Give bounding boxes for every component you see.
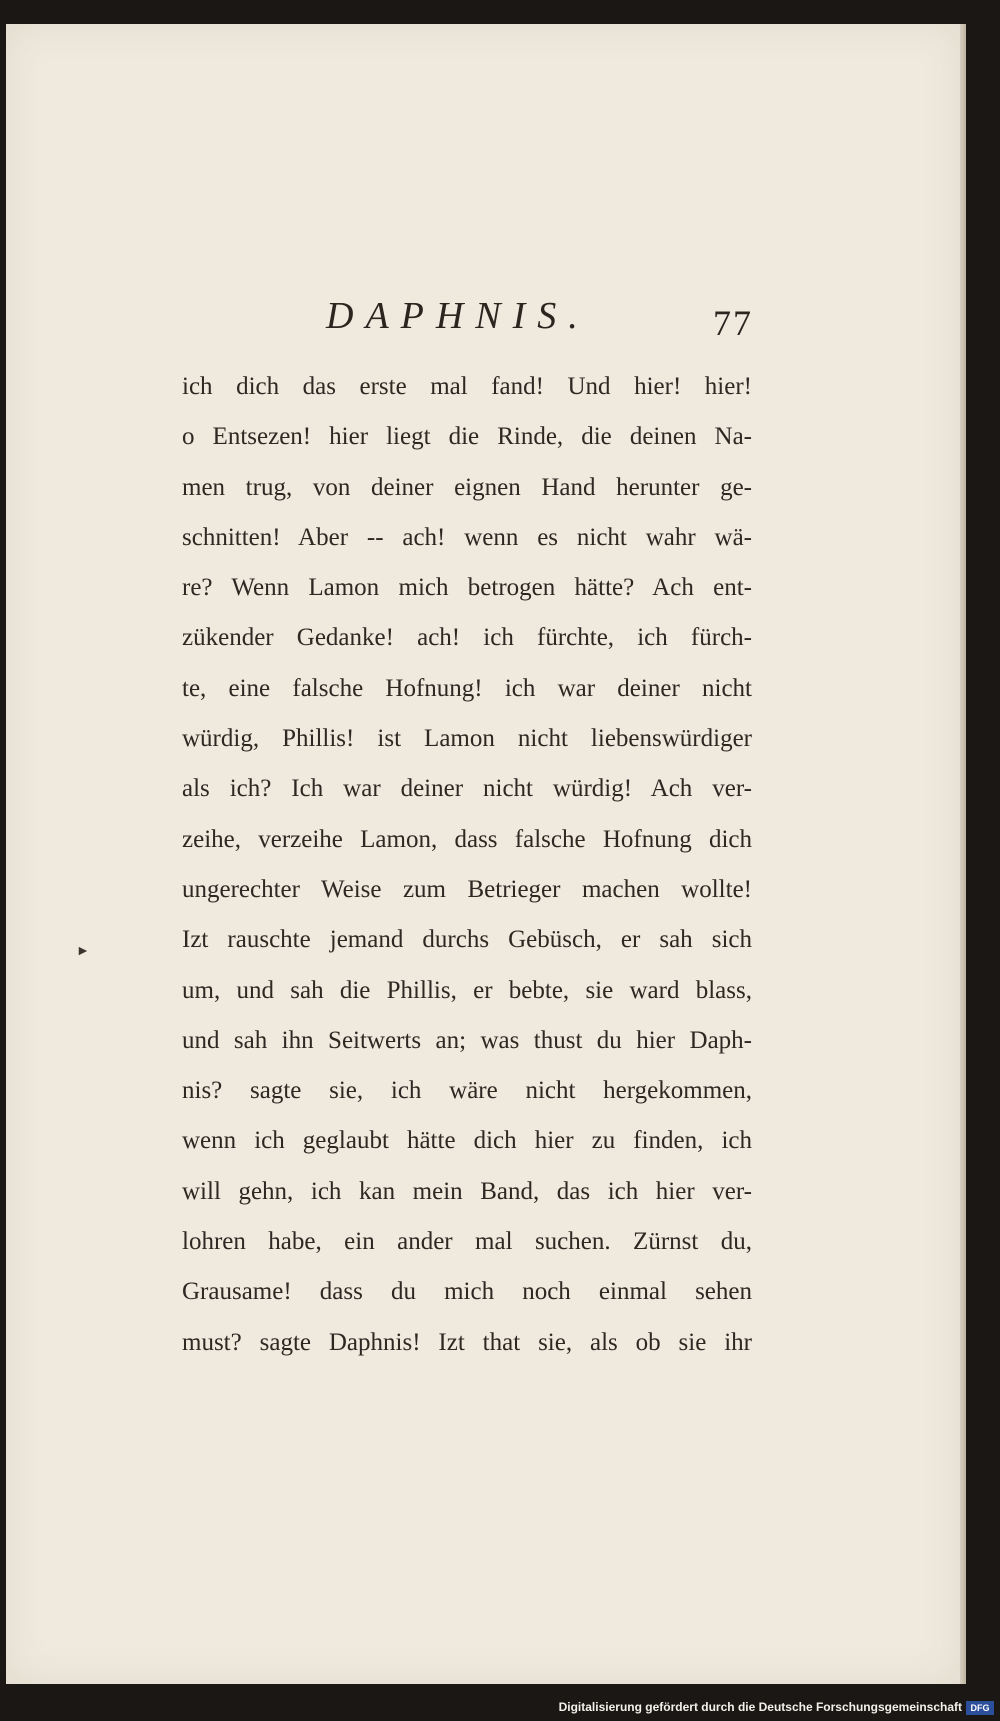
digitization-footer bbox=[0, 1698, 1000, 1721]
running-head bbox=[6, 294, 960, 354]
text-line: Grausame! dass du mich noch einmal sehen bbox=[182, 1278, 752, 1306]
text-line: um, und sah die Phillis, er bebte, sie ward blass, bbox=[182, 976, 752, 1004]
text-line: o Entsezen! hier liegt die Rinde, die deinen Na- bbox=[182, 423, 752, 451]
page-edge bbox=[960, 24, 966, 1684]
book-page bbox=[6, 24, 960, 1684]
page-number: 77 bbox=[713, 303, 753, 343]
funding-credit: Digitalisierung gefördert durch die Deutsche Forschungsgemeinschaft bbox=[558, 1700, 962, 1714]
running-head-title: DAPHNIS. bbox=[326, 295, 590, 337]
body-text bbox=[182, 362, 752, 1368]
text-line: als ich? Ich war deiner nicht würdig! Ach ver- bbox=[182, 775, 752, 803]
text-line: ungerechter Weise zum Betrieger machen wollte! bbox=[182, 875, 752, 903]
text-line: zükender Gedanke! ach! ich fürchte, ich fürch- bbox=[182, 624, 752, 652]
text-line: Izt rauschte jemand durchs Gebüsch, er sah sich bbox=[182, 926, 752, 954]
text-line: must? sagte Daphnis! Izt that sie, als ob sie ihr bbox=[182, 1328, 752, 1356]
text-line: te, eine falsche Hofnung! ich war deiner nicht bbox=[182, 674, 752, 702]
text-line: re? Wenn Lamon mich betrogen hätte? Ach ent- bbox=[182, 574, 752, 602]
margin-mark-icon: ► bbox=[76, 944, 90, 959]
text-line: und sah ihn Seitwerts an; was thust du hier Daph- bbox=[182, 1026, 752, 1054]
text-line: zeihe, verzeihe Lamon, dass falsche Hofnung dich bbox=[182, 825, 752, 853]
text-line: wenn ich geglaubt hätte dich hier zu finden, ich bbox=[182, 1127, 752, 1155]
text-line: nis? sagte sie, ich wäre nicht hergekommen, bbox=[182, 1077, 752, 1105]
text-line: ich dich das erste mal fand! Und hier! hier! bbox=[182, 373, 752, 400]
text-line: lohren habe, ein ander mal suchen. Zürnst du, bbox=[182, 1228, 752, 1256]
text-line: men trug, von deiner eignen Hand herunter ge- bbox=[182, 473, 752, 501]
text-line: will gehn, ich kan mein Band, das ich hier ver- bbox=[182, 1177, 752, 1205]
text-line: schnitten! Aber -- ach! wenn es nicht wahr wä- bbox=[182, 523, 752, 551]
dfg-logo: DFG bbox=[966, 1701, 994, 1715]
text-line: würdig, Phillis! ist Lamon nicht liebenswürdiger bbox=[182, 725, 752, 753]
